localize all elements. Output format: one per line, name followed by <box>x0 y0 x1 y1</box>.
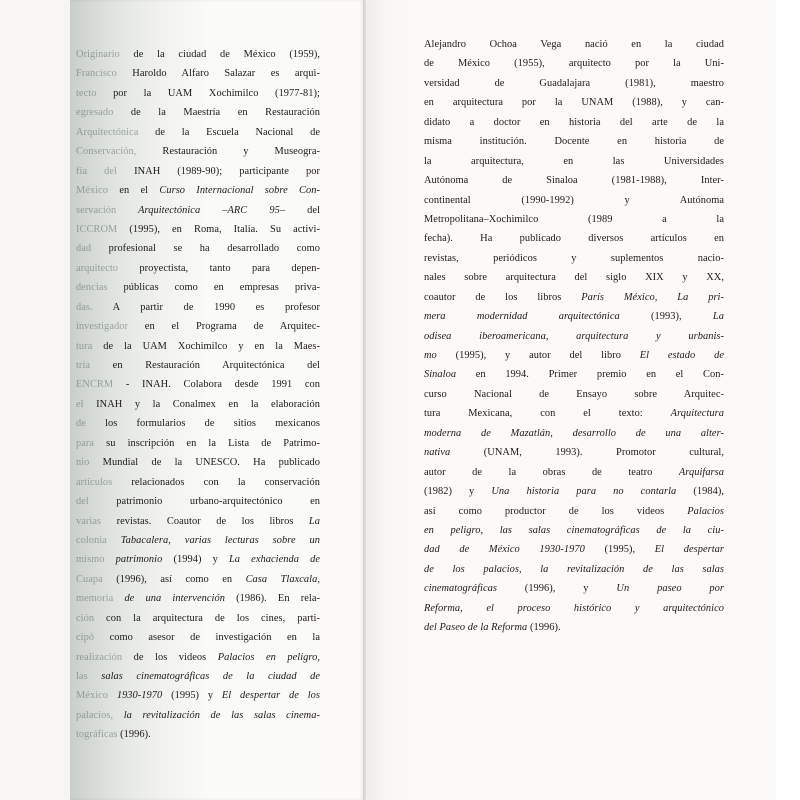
text-line <box>76 356 320 375</box>
body-text: - INAH. Colabora desde 1991 con <box>113 379 320 391</box>
text-line <box>424 540 724 559</box>
body-text: Metropolitana–Xochimilco (1989 a la <box>424 213 724 225</box>
body-text: con la arquitectura de los cines, parti- <box>94 612 320 624</box>
text-line <box>424 482 724 501</box>
text-line <box>76 84 320 103</box>
body-text: el <box>76 398 84 410</box>
body-text: la arquitectura, en las Universidades <box>424 155 724 167</box>
body-text: tográficas <box>76 729 118 741</box>
italic-title-text: Sinaloa <box>424 369 457 381</box>
body-text: Originario <box>76 49 120 60</box>
italic-title-text: mera modernidad arquitectónica <box>424 311 620 323</box>
text-line <box>424 327 724 346</box>
text-line <box>424 93 724 112</box>
body-text: mismo <box>76 554 105 566</box>
body-text: revistas. Coautor de los libros <box>101 515 309 527</box>
text-line <box>424 229 724 248</box>
body-text: de la UAM Xochimilco y en la Maes- <box>92 340 320 352</box>
italic-title-text: París México, La pri- <box>581 291 725 303</box>
text-line <box>76 648 320 667</box>
text-line <box>76 103 320 122</box>
text-line <box>76 453 320 472</box>
body-text: (1996), y <box>496 583 617 595</box>
italic-title-text: Curso Internacional sobre Con- <box>159 185 320 197</box>
text-line <box>424 385 724 404</box>
body-text: revistas, periódicos y suplementos nacio- <box>424 252 724 264</box>
body-text: arquitecto <box>76 262 119 274</box>
text-line <box>424 599 724 618</box>
text-line <box>424 618 724 637</box>
text-line <box>424 463 724 482</box>
body-text: Mundial de la UNESCO. Ha publicado <box>89 457 320 469</box>
body-text: dencias <box>76 282 108 294</box>
body-text: varias <box>76 515 102 527</box>
italic-title-text: del Paseo de la Reforma <box>424 622 528 634</box>
body-text: artículos <box>76 476 113 488</box>
body-text: ICCROM <box>76 223 118 235</box>
text-line <box>76 375 320 394</box>
body-text: proyectista, tanto para depen- <box>118 262 320 274</box>
body-text: Haroldo Alfaro Salazar es arqui- <box>116 68 320 80</box>
text-line <box>76 706 320 725</box>
body-text: Arquitectónica <box>76 126 139 138</box>
italic-title-text: en peligro, las salas cinematográficas de la ciu- <box>424 524 724 536</box>
body-text: ción <box>76 612 95 624</box>
text-line <box>76 492 320 511</box>
italic-title-text: Un paseo por <box>616 583 725 595</box>
text-line <box>424 288 724 307</box>
text-line <box>76 278 320 297</box>
body-text: (1993), <box>619 311 713 323</box>
italic-title-text: El despertar de los <box>221 690 320 702</box>
italic-title-text: Casa Tlaxcala, <box>245 573 320 585</box>
body-text: (1995), <box>584 544 655 556</box>
text-line <box>76 512 320 531</box>
body-text: en el Programa de Arquitec- <box>127 321 320 333</box>
text-line <box>424 74 724 93</box>
body-text: realización <box>76 651 123 663</box>
body-text: nio <box>76 457 90 469</box>
italic-title-text: de los palacios, la revitalización de las salas <box>424 563 724 575</box>
italic-title-text: El despertar <box>654 544 724 556</box>
text-line <box>76 609 320 628</box>
body-text: nales sobre arquitectura del siglo XIX y XX, <box>424 272 724 284</box>
italic-title-text: patrimonio <box>104 554 163 566</box>
body-text: fía del <box>76 165 118 177</box>
body-text: profesional se ha desarrollado como <box>91 243 320 255</box>
text-line <box>76 201 320 220</box>
italic-title-text: Palacios <box>687 505 724 517</box>
text-line <box>76 298 320 317</box>
text-line <box>76 473 320 492</box>
text-line <box>76 686 320 705</box>
text-line <box>424 443 724 462</box>
italic-title-text: odisea iberoamericana, arquitectura y urbanis- <box>424 330 724 342</box>
text-line <box>76 162 320 181</box>
body-text: México <box>76 690 109 702</box>
body-text: Francisco <box>76 68 117 80</box>
italic-title-text: dad de México 1930-1970 <box>424 544 585 556</box>
italic-title-text: Arquitectura <box>670 408 724 420</box>
text-line <box>424 424 724 443</box>
body-text: tecto <box>76 87 97 99</box>
body-text: de la Escuela Nacional de <box>138 126 320 138</box>
text-line <box>424 521 724 540</box>
text-line <box>424 579 724 598</box>
body-text: en Restauración Arquitectónica del <box>90 360 320 371</box>
body-text: en el <box>108 185 160 197</box>
body-text: versidad de Guadalajara (1981), maestro <box>424 77 724 89</box>
body-text: (1996), así como en <box>102 573 246 585</box>
body-text: (1994) y <box>162 554 229 566</box>
body-text: tura Mexicana, con el texto: <box>424 408 671 420</box>
text-line <box>424 132 724 151</box>
text-line <box>424 171 724 190</box>
text-line <box>424 346 724 365</box>
body-text: (1984), <box>676 486 724 498</box>
body-text: (UNAM, 1993). Promotor cultural, <box>450 447 724 459</box>
body-text: colonia <box>76 534 107 546</box>
body-text: de la ciudad de México (1959), <box>119 49 320 60</box>
text-line <box>424 191 724 210</box>
italic-title-text: El estado de <box>639 350 724 361</box>
body-text: Restauración y Museogra- <box>136 146 320 158</box>
text-line <box>76 181 320 200</box>
body-text: egresado <box>76 107 114 119</box>
body-text: INAH (1989-90); participante por <box>117 165 320 177</box>
italic-title-text: salas cinematográficas de la ciudad de <box>87 671 320 682</box>
body-text: públicas como en empresas priva- <box>107 282 320 294</box>
italic-title-text: Arquifarsa <box>678 466 724 478</box>
body-text: autor de la obras de teatro <box>424 466 679 478</box>
body-text: Conservación, <box>76 146 137 158</box>
italic-title-text: 1930-1970 <box>108 690 163 702</box>
body-text: como asesor de investigación en la <box>94 632 320 644</box>
body-text: relacionados con la conservación <box>112 476 320 488</box>
body-text: tría <box>76 360 91 371</box>
text-line <box>424 210 724 229</box>
italic-title-text: nativa <box>424 447 451 459</box>
body-text: de los videos <box>122 651 218 663</box>
text-line <box>424 249 724 268</box>
text-line <box>76 220 320 239</box>
text-line <box>76 550 320 569</box>
text-line <box>424 502 724 521</box>
body-text: dad <box>76 243 92 255</box>
body-text: las <box>76 671 88 682</box>
body-text: por la UAM Xochimilco (1977-81); <box>96 87 320 99</box>
text-line <box>76 667 320 686</box>
italic-title-text: la revitalización de las salas cinema- <box>113 709 320 721</box>
body-text: fecha). Ha publicado diversos artículos en <box>424 233 724 245</box>
body-text: (1986). En rela- <box>224 593 321 605</box>
body-text: (1995), y autor del libro <box>436 350 640 361</box>
scan-margin <box>776 0 800 800</box>
text-line <box>76 239 320 258</box>
italic-title-text: La exhacienda de <box>228 554 320 566</box>
body-text: Alejandro Ochoa Vega nació en la ciudad <box>424 39 724 50</box>
body-text: palacios, <box>76 709 114 721</box>
body-text: del <box>76 496 89 508</box>
body-text: didato a doctor en historia del arte de la <box>424 116 724 128</box>
italic-title-text: Palacios en peligro, <box>217 651 321 663</box>
italic-title-text: moderna de Mazatlán, desarrollo de una alter- <box>424 427 724 439</box>
right-bio-text <box>424 35 724 638</box>
text-line <box>76 589 320 608</box>
body-text: patrimonio urbano-arquitectónico en <box>88 496 320 508</box>
italic-title-text: Tabacalera, varias lecturas sobre un <box>106 534 320 546</box>
text-line <box>424 365 724 384</box>
text-line <box>76 45 320 64</box>
text-line <box>424 113 724 132</box>
left-bio-text <box>76 45 320 745</box>
body-text: continental (1990-1992) y Autónoma <box>424 194 724 206</box>
italic-title-text: Arquitectónica –ARC 95– <box>116 204 286 216</box>
text-line <box>76 531 320 550</box>
body-text: (1996). <box>527 622 561 634</box>
text-line <box>424 404 724 423</box>
body-text: servación <box>76 204 117 216</box>
italic-title-text: mo <box>424 350 437 361</box>
body-text: A partir de 1990 es profesor <box>92 301 320 313</box>
body-text: en 1994. Primer premio en el Con- <box>456 369 724 381</box>
text-line <box>76 434 320 453</box>
body-text: tura <box>76 340 93 352</box>
body-text: (1996). <box>117 729 151 741</box>
italic-title-text: cinematográficas <box>424 583 497 595</box>
italic-title-text: de una intervención <box>113 593 225 605</box>
body-text: memoria <box>76 593 114 605</box>
text-line <box>424 268 724 287</box>
body-text: (1995) y <box>162 690 222 702</box>
body-text: de la Maestría en Restauración <box>113 107 320 119</box>
body-text: su inscripción en la Lista de Patrimo- <box>94 437 320 449</box>
italic-title-text: La <box>308 515 320 527</box>
body-text: los formularios de sitios mexicanos <box>85 418 320 430</box>
body-text: de México (1955), arquitecto por la Uni- <box>424 58 724 70</box>
body-text: en arquitectura por la UNAM (1988), y can- <box>424 97 724 109</box>
text-line <box>76 123 320 142</box>
body-text: INAH y la Conalmex en la elaboración <box>83 398 320 410</box>
body-text: das. <box>76 301 93 313</box>
body-text: Autónoma de Sinaloa (1981-1988), Inter- <box>424 175 724 187</box>
text-line <box>424 54 724 73</box>
text-line <box>424 307 724 326</box>
italic-title-text: La <box>712 311 724 323</box>
text-line <box>76 337 320 356</box>
text-line <box>76 414 320 433</box>
body-text: (1995), en Roma, Italia. Su activi- <box>117 223 320 235</box>
text-line <box>76 570 320 589</box>
text-line <box>76 628 320 647</box>
body-text: de <box>76 418 86 430</box>
body-text: misma institución. Docente en historia de <box>424 136 724 148</box>
body-text: (1982) y <box>424 486 492 498</box>
body-text: para <box>76 437 95 449</box>
text-line <box>76 64 320 83</box>
body-text: investigador <box>76 321 128 333</box>
text-line <box>424 152 724 171</box>
body-text: México <box>76 185 109 197</box>
text-line <box>76 142 320 161</box>
body-text: coautor de los libros <box>424 291 582 303</box>
text-line <box>424 560 724 579</box>
body-text: ENCRM <box>76 379 114 391</box>
text-line <box>76 725 320 744</box>
text-line <box>76 317 320 336</box>
body-text: cipó <box>76 632 95 644</box>
text-line <box>76 395 320 414</box>
body-text: así como productor de los videos <box>424 505 688 517</box>
body-text: curso Nacional de Ensayo sobre Arquitec- <box>424 388 724 400</box>
body-text: del <box>285 204 320 216</box>
text-line <box>424 35 724 54</box>
text-line <box>76 259 320 278</box>
body-text: Cuapa <box>76 573 103 585</box>
italic-title-text: Reforma, el proceso histórico y arquitectónico <box>424 602 724 614</box>
italic-title-text: Una historia para no contarla <box>491 486 677 498</box>
